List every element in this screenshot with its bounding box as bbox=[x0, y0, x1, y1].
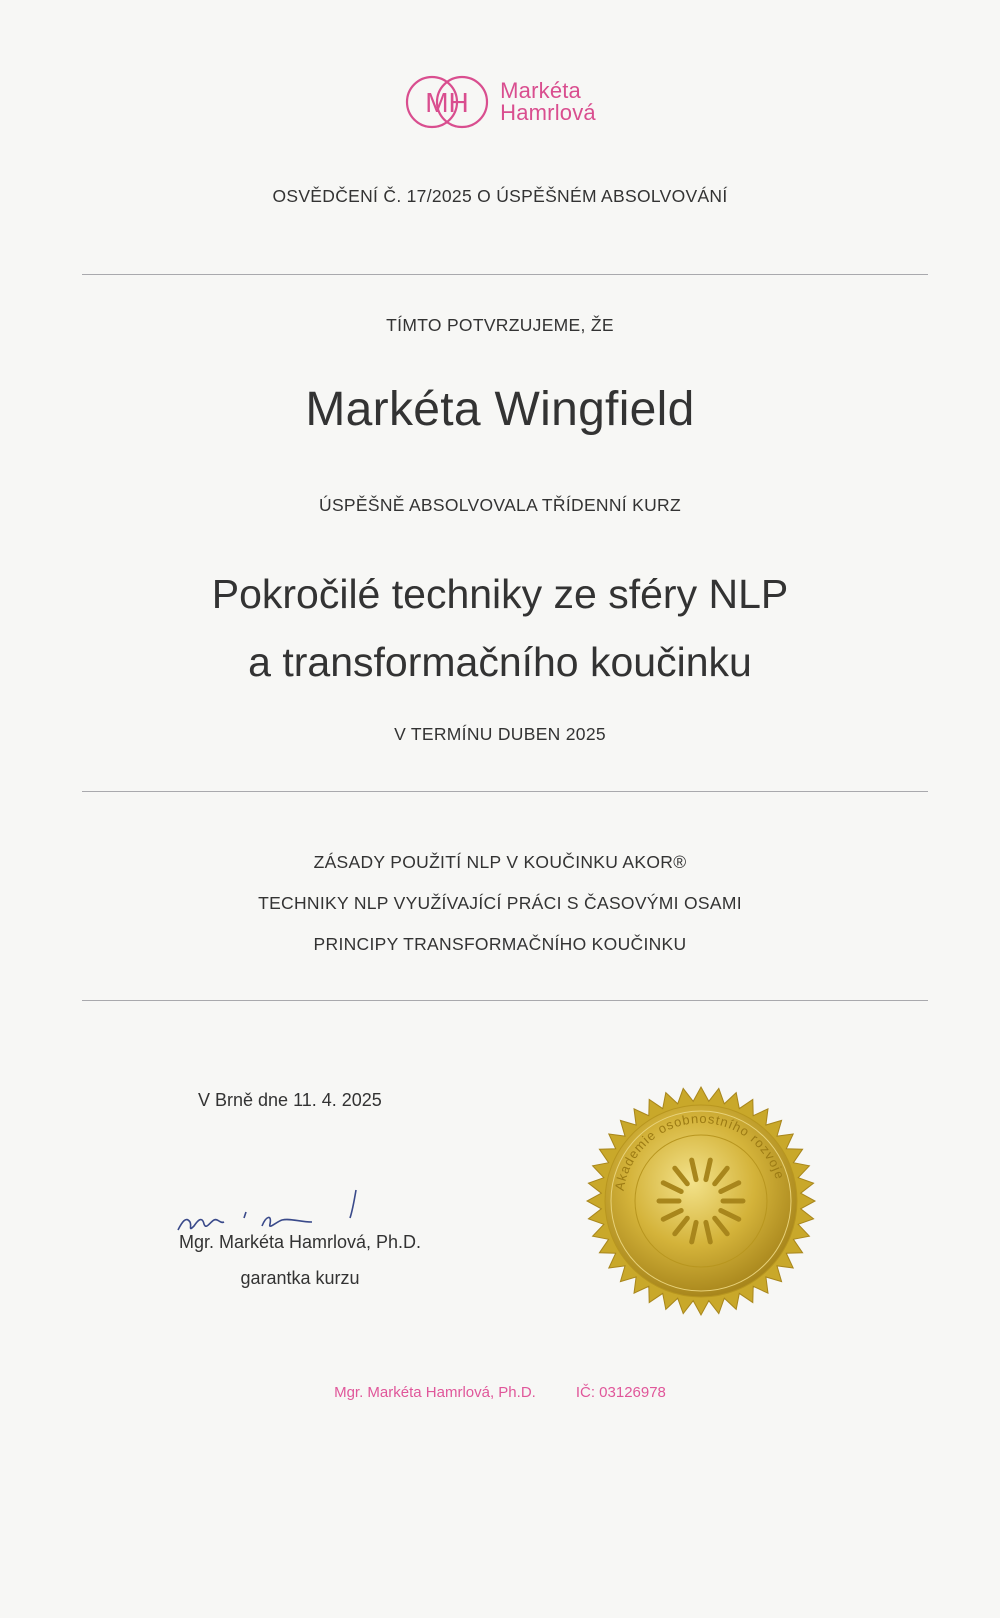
logo-name-line2: Hamrlová bbox=[500, 100, 596, 125]
logo-name-line1: Markéta bbox=[500, 78, 581, 103]
footer-name: Mgr. Markéta Hamrlová, Ph.D. bbox=[334, 1384, 536, 1401]
divider-bottom bbox=[82, 1000, 928, 1001]
logo-initials: MH bbox=[425, 87, 469, 118]
place-date: V Brně dne 11. 4. 2025 bbox=[198, 1090, 382, 1110]
certificate-header: OSVĚDČENÍ Č. 17/2025 O ÚSPĚŠNÉM ABSOLVOVÁNÍ bbox=[272, 186, 728, 206]
seal-text: Akademie osobnostního rozvoje bbox=[611, 1110, 788, 1192]
completed-text: ÚSPĚŠNĚ ABSOLVOVALA TŘÍDENNÍ KURZ bbox=[319, 495, 681, 515]
signer-role: garantka kurzu bbox=[240, 1268, 360, 1288]
mh-monogram-icon bbox=[404, 74, 490, 130]
course-title bbox=[0, 560, 1000, 696]
divider-middle bbox=[82, 791, 928, 792]
topic-item: ZÁSADY POUŽITÍ NLP V KOUČINKU AKOR® bbox=[313, 852, 687, 872]
topics-list bbox=[0, 842, 1000, 965]
footer bbox=[0, 1384, 1000, 1401]
topic-item: TECHNIKY NLP VYUŽÍVAJÍCÍ PRÁCI S ČASOVÝMI OSAMI bbox=[258, 893, 742, 913]
course-title-line2: a transformačního koučinku bbox=[248, 639, 752, 685]
footer-ico: IČ: 03126978 bbox=[575, 1384, 666, 1401]
divider-top bbox=[82, 274, 928, 275]
signer-name: Mgr. Markéta Hamrlová, Ph.D. bbox=[178, 1232, 422, 1252]
topic-item: PRINCIPY TRANSFORMAČNÍHO KOUČINKU bbox=[313, 934, 687, 954]
confirm-text: TÍMTO POTVRZUJEME, ŽE bbox=[386, 315, 614, 335]
course-term: V TERMÍNU DUBEN 2025 bbox=[394, 724, 606, 744]
logo-name bbox=[500, 80, 596, 124]
brand-logo bbox=[0, 74, 1000, 130]
course-title-line1: Pokročilé techniky ze sféry NLP bbox=[211, 571, 789, 617]
gold-seal-icon bbox=[585, 1085, 817, 1317]
recipient-name: Markéta Wingfield bbox=[305, 383, 695, 436]
